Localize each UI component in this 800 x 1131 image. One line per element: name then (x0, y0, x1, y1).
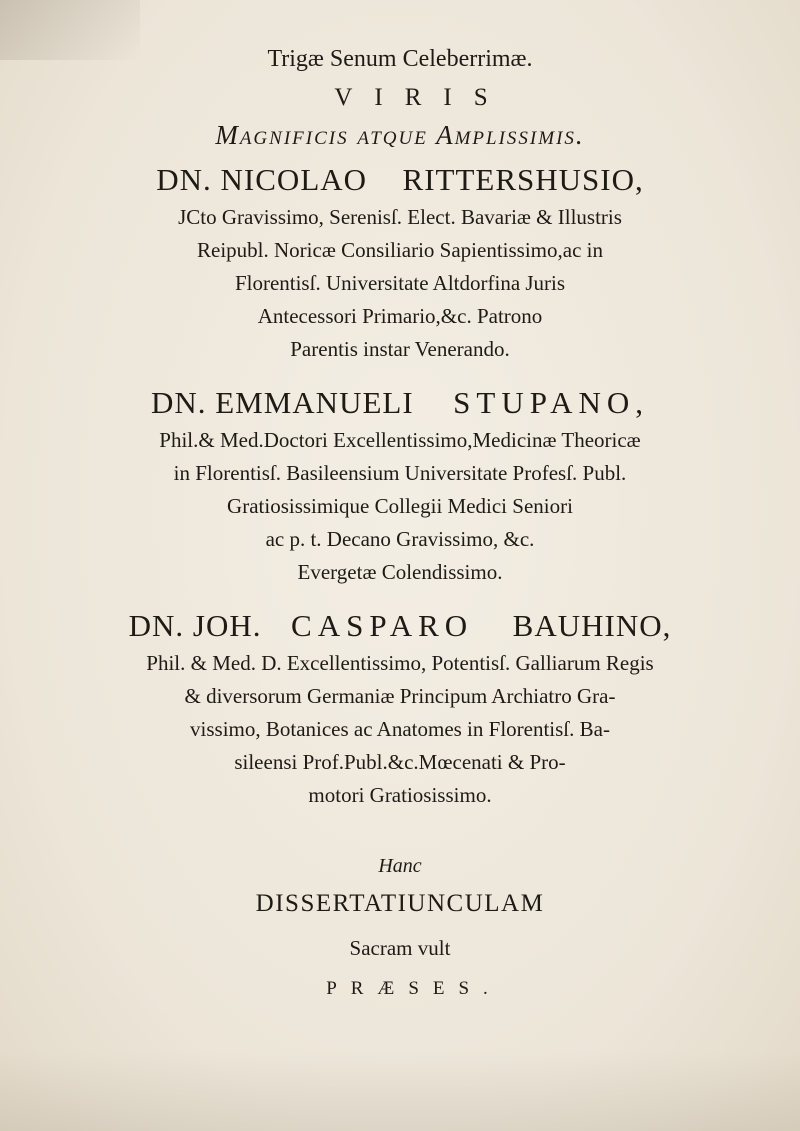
dedication-line: vissimo, Botanices ac Anatomes in Florentisſ. Ba- (190, 717, 610, 741)
dedication-line: Reipubl. Noricæ Consiliario Sapientissimo,ac in (197, 238, 603, 262)
dedication-line: JCto Gravissimo, Serenisſ. Elect. Bavariæ & Illustris (178, 205, 622, 229)
sacram-vult-line: Sacram vult (349, 936, 451, 960)
page-stain (0, 1051, 800, 1131)
dedication-line: Phil. & Med. D. Excellentissimo, Potentisſ. Galliarum Regis (146, 651, 654, 675)
dedication-line: in Florentisſ. Basileensium Universitate Profesſ. Publ. (173, 461, 627, 485)
dedication-line: Parentis instar Venerando. (290, 337, 510, 361)
dedication-line: Antecessori Primario,&c. Patrono (257, 304, 543, 328)
person-name (0, 385, 800, 421)
dedication-line: Florentisſ. Universitate Altdorfina Juris (234, 271, 566, 295)
person-name-surname: STUPANO, (453, 385, 650, 420)
praeses-line: PRÆSES. (326, 978, 502, 999)
person-name (0, 162, 800, 198)
person-name-surname: RITTERSHUSIO, (402, 162, 644, 197)
dedication-line: Evergetæ Colendissimo. (297, 560, 503, 584)
person-name-surname: BAUHINO, (512, 608, 672, 643)
person-name-first: DN. EMMANUELI (150, 385, 414, 420)
dedication-line: motori Gratiosissimo. (308, 783, 492, 807)
dissertatiunculam-line: DISSERTATIUNCULAM (255, 890, 545, 917)
viris-heading: VIRIS (334, 84, 510, 111)
dedication-line: Phil.& Med.Doctori Excellentissimo,Medicinæ Theoricæ (159, 428, 641, 452)
dedication-line: & diversorum Germaniæ Principum Archiatro Gra- (184, 684, 616, 708)
dedication-heading: Trigæ Senum Celeberrimæ. (267, 46, 533, 72)
hanc-line: Hanc (378, 855, 422, 877)
magnificis-heading: Magnificis atque Amplissimis. (215, 120, 585, 150)
person-name-middle: CASPARO (291, 608, 474, 643)
person-name-first: DN. NICOLAO (156, 162, 368, 197)
person-name (0, 608, 800, 644)
dedication-line: sileensi Prof.Publ.&c.Mœcenati & Pro- (234, 750, 566, 774)
dedication-line: Gratiosissimique Collegii Medici Seniori (227, 494, 573, 518)
person-name-first: DN. JOH. (128, 608, 262, 643)
dedication-line: ac p. t. Decano Gravissimo, &c. (265, 527, 535, 551)
